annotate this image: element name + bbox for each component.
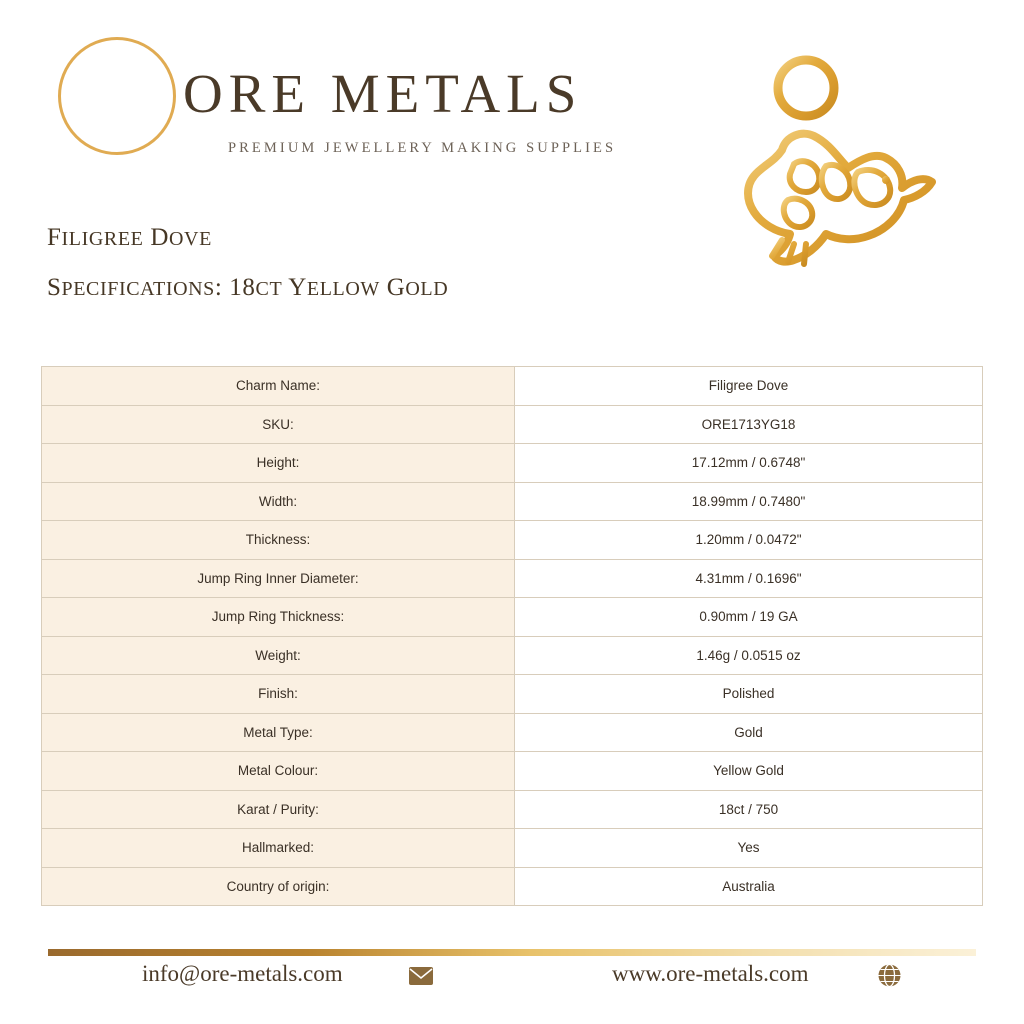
spec-value: 1.46g / 0.0515 oz — [515, 636, 983, 675]
spec-table-body — [42, 367, 983, 906]
spec-value: 17.12mm / 0.6748" — [515, 444, 983, 483]
spec-value: Filigree Dove — [515, 367, 983, 406]
spec-label: Country of origin: — [42, 867, 515, 906]
page-title: FILIGREE DOVE — [47, 224, 212, 251]
spec-value: Polished — [515, 675, 983, 714]
table-row — [42, 713, 983, 752]
table-row — [42, 367, 983, 406]
table-row — [42, 752, 983, 791]
spec-value: 18.99mm / 0.7480" — [515, 482, 983, 521]
specification-table — [41, 366, 983, 906]
table-row — [42, 598, 983, 637]
brand-tagline: PREMIUM JEWELLERY MAKING SUPPLIES — [228, 140, 617, 156]
spec-value: Gold — [515, 713, 983, 752]
table-row — [42, 790, 983, 829]
table-row — [42, 829, 983, 868]
table-row — [42, 444, 983, 483]
table-row — [42, 636, 983, 675]
table-row — [42, 482, 983, 521]
spec-value: Yellow Gold — [515, 752, 983, 791]
spec-label: SKU: — [42, 405, 515, 444]
filigree-dove-gold-charm — [690, 40, 960, 330]
gold-ring-circle-icon — [58, 37, 176, 155]
spec-label: Weight: — [42, 636, 515, 675]
spec-label: Karat / Purity: — [42, 790, 515, 829]
brand-name: ORE METALS — [183, 63, 583, 124]
spec-value: ORE1713YG18 — [515, 405, 983, 444]
spec-label: Height: — [42, 444, 515, 483]
spec-label: Width: — [42, 482, 515, 521]
envelope-icon — [408, 966, 434, 986]
page-subtitle: SPECIFICATIONS: 18CT YELLOW GOLD — [47, 274, 449, 301]
spec-label: Jump Ring Inner Diameter: — [42, 559, 515, 598]
spec-label: Metal Type: — [42, 713, 515, 752]
spec-label: Jump Ring Thickness: — [42, 598, 515, 637]
footer-gradient-divider — [48, 949, 976, 956]
table-row — [42, 867, 983, 906]
table-row — [42, 675, 983, 714]
spec-label: Charm Name: — [42, 367, 515, 406]
table-row — [42, 559, 983, 598]
spec-value: Australia — [515, 867, 983, 906]
spec-label: Finish: — [42, 675, 515, 714]
footer-email[interactable]: info@ore-metals.com — [142, 961, 343, 986]
footer-website[interactable]: www.ore-metals.com — [612, 961, 809, 986]
spec-label: Thickness: — [42, 521, 515, 560]
spec-value: 4.31mm / 0.1696" — [515, 559, 983, 598]
table-row — [42, 405, 983, 444]
table-row — [42, 521, 983, 560]
spec-value: 18ct / 750 — [515, 790, 983, 829]
spec-value: 0.90mm / 19 GA — [515, 598, 983, 637]
spec-label: Metal Colour: — [42, 752, 515, 791]
spec-label: Hallmarked: — [42, 829, 515, 868]
spec-value: 1.20mm / 0.0472" — [515, 521, 983, 560]
spec-value: Yes — [515, 829, 983, 868]
globe-icon — [877, 963, 902, 988]
